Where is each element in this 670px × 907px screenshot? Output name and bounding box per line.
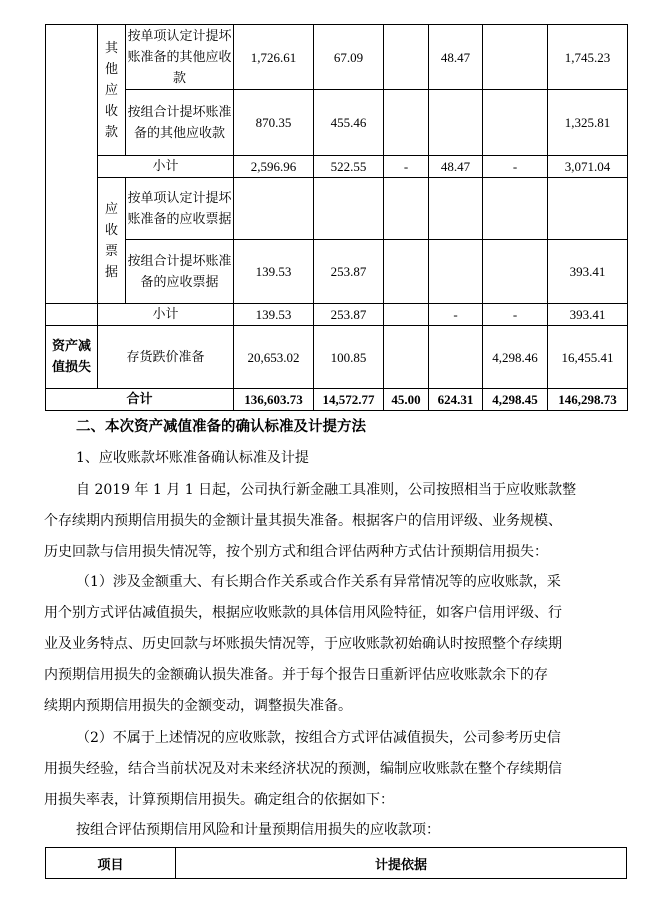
item-label: 按组合计提坏账准备的应收票据 — [126, 240, 234, 304]
cell-c1: 1,726.61 — [234, 25, 314, 90]
cell-c3: - — [384, 156, 429, 178]
paragraph-line: 个存续期内预期信用损失的金额计量其损失准备。根据客户的信用评级、业务规模、 — [44, 513, 562, 529]
cell-c3 — [384, 326, 429, 389]
cell-c4 — [429, 178, 483, 240]
cell-c1: 139.53 — [234, 240, 314, 304]
group-label-other-receivables — [98, 25, 126, 156]
group-cell-blank — [46, 25, 98, 304]
cell-c3 — [384, 178, 429, 240]
cell-c1: 2,596.96 — [234, 156, 314, 178]
cell-c4: 48.47 — [429, 25, 483, 90]
cell-c1 — [234, 178, 314, 240]
group-cell-blank — [46, 304, 98, 326]
paragraph-4: 按组合评估预期信用风险和计量预期信用损失的应收款项： — [76, 822, 440, 838]
cell-c6: 16,455.41 — [548, 326, 628, 389]
cell-c4 — [429, 326, 483, 389]
cell-c1: 20,653.02 — [234, 326, 314, 389]
table-row — [46, 90, 628, 156]
table-row — [46, 326, 628, 389]
paragraph-line: 续期内预期信用损失的金额变动，调整损失准备。 — [44, 698, 352, 714]
cell-c2: 253.87 — [314, 304, 384, 326]
cell-c2: 100.85 — [314, 326, 384, 389]
cell-c5 — [483, 90, 548, 156]
cell-c2 — [314, 178, 384, 240]
cell-c2: 67.09 — [314, 25, 384, 90]
header-basis: 计提依据 — [176, 848, 627, 879]
cell-c3 — [384, 90, 429, 156]
vertical-label: 其他应收款 — [104, 40, 118, 140]
cell-c6: 1,325.81 — [548, 90, 628, 156]
total-row — [46, 389, 628, 411]
cell-c5 — [483, 25, 548, 90]
subsection-title: 1、应收账款坏账准备确认标准及计提 — [76, 450, 309, 466]
cell-c3 — [384, 240, 429, 304]
cell-c6 — [548, 178, 628, 240]
cell-c2: 522.55 — [314, 156, 384, 178]
cell-c5: - — [483, 304, 548, 326]
paragraph-line: 自 2019 年 1 月 1 日起，公司执行新金融工具准则，公司按照相当于应收账款整 — [76, 482, 577, 498]
item-label: 按单项认定计提坏账准备的其他应收款 — [126, 25, 234, 90]
paragraph-line: （2）不属于上述情况的应收账款，按组合方式评估减值损失，公司参考历史信 — [76, 730, 561, 746]
cell-c4 — [429, 240, 483, 304]
header-item: 项目 — [46, 848, 176, 879]
cell-c2: 253.87 — [314, 240, 384, 304]
paragraph-line: 内预期信用损失的金额确认损失准备。并于每个报告日重新评估应收账款余下的存 — [44, 667, 548, 683]
cell-c5 — [483, 240, 548, 304]
cell-c5: - — [483, 156, 548, 178]
paragraph-2 — [44, 567, 634, 722]
impairment-table — [45, 24, 628, 411]
cell-c5: 4,298.45 — [483, 389, 548, 411]
item-label: 存货跌价准备 — [98, 326, 234, 389]
subtotal-label: 小计 — [98, 304, 234, 326]
paragraph-line: （1）涉及金额重大、有长期合作关系或合作关系有异常情况等的应收账款，采 — [76, 574, 561, 590]
cell-c6: 3,071.04 — [548, 156, 628, 178]
cell-c6: 1,745.23 — [548, 25, 628, 90]
cell-c6: 393.41 — [548, 240, 628, 304]
cell-c1: 139.53 — [234, 304, 314, 326]
paragraph-line: 业及业务特点、历史回款与坏账损失情况等，于应收账款初始确认时按照整个存续期 — [44, 636, 562, 652]
item-label: 按组合计提坏账准备的其他应收款 — [126, 90, 234, 156]
group-label-asset-impairment — [46, 326, 98, 389]
section-title: 二、本次资产减值准备的确认标准及计提方法 — [76, 418, 366, 435]
item-label: 按单项认定计提坏账准备的应收票据 — [126, 178, 234, 240]
cell-c6: 393.41 — [548, 304, 628, 326]
table-row — [46, 240, 628, 304]
cell-c2: 455.46 — [314, 90, 384, 156]
total-label: 合计 — [46, 389, 234, 411]
cell-c3 — [384, 25, 429, 90]
cell-c4: 48.47 — [429, 156, 483, 178]
subtotal-row — [46, 156, 628, 178]
paragraph-line: 用损失率表，计算预期信用损失。确定组合的依据如下： — [44, 792, 394, 808]
paragraph-line: 用个别方式评估减值损失，根据应收账款的具体信用风险特征，如客户信用评级、行 — [44, 605, 562, 621]
paragraph-line: 历史回款与信用损失情况等，按个别方式和组合评估两种方式估计预期信用损失： — [44, 544, 548, 560]
group-label: 资产减值损失 — [51, 339, 91, 375]
cell-c4: 624.31 — [429, 389, 483, 411]
paragraph-3 — [44, 723, 634, 816]
cell-c1: 136,603.73 — [234, 389, 314, 411]
criteria-table — [45, 847, 627, 879]
subtotal-row — [46, 304, 628, 326]
paragraph-line: 用损失经验，结合当前状况及对未来经济状况的预测，编制应收账款在整个存续期信 — [44, 761, 562, 777]
cell-c3 — [384, 304, 429, 326]
cell-c4: - — [429, 304, 483, 326]
group-label-notes-receivable — [98, 178, 126, 304]
table-header-row — [46, 848, 627, 879]
cell-c3: 45.00 — [384, 389, 429, 411]
vertical-label: 应收票据 — [104, 201, 118, 280]
cell-c1: 870.35 — [234, 90, 314, 156]
table-row — [46, 178, 628, 240]
cell-c5: 4,298.46 — [483, 326, 548, 389]
cell-c6: 146,298.73 — [548, 389, 628, 411]
cell-c5 — [483, 178, 548, 240]
subtotal-label: 小计 — [98, 156, 234, 178]
cell-c4 — [429, 90, 483, 156]
paragraph-1 — [44, 475, 634, 568]
cell-c2: 14,572.77 — [314, 389, 384, 411]
table-row — [46, 25, 628, 90]
